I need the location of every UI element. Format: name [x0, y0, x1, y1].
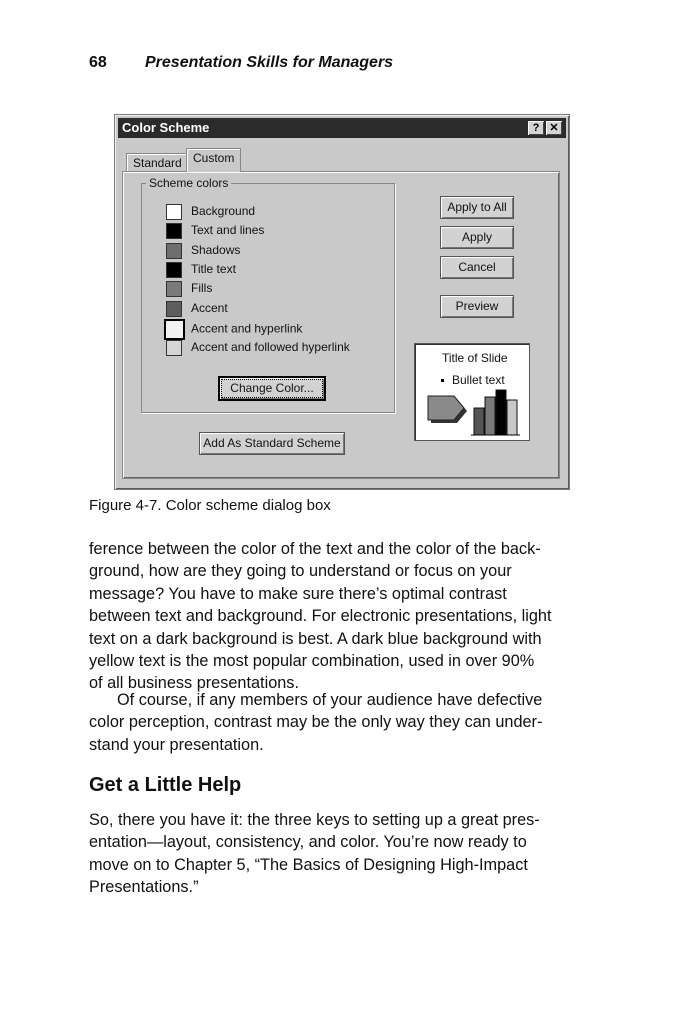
- preview-slide-title: Title of Slide: [442, 351, 508, 365]
- color-label: Title text: [191, 262, 236, 276]
- text-line: color perception, contrast may be the only way they can under-: [89, 713, 543, 732]
- text-line: stand your presentation.: [89, 735, 264, 754]
- color-row-accent-followed[interactable]: [166, 339, 350, 357]
- swatch-background[interactable]: [166, 204, 182, 220]
- text-line: Of course, if any members of your audience have defective: [117, 691, 543, 709]
- swatch-title-text[interactable]: [166, 262, 182, 278]
- swatch-fills[interactable]: [166, 281, 182, 297]
- text-line: between text and background. For electronic presentations, light: [89, 607, 552, 626]
- paragraph-2: [89, 689, 609, 756]
- color-row-text-lines[interactable]: [166, 222, 264, 240]
- swatch-accent-followed[interactable]: [166, 340, 182, 356]
- color-label: Text and lines: [191, 223, 265, 237]
- running-header: [89, 54, 393, 72]
- bar-4: [507, 400, 517, 435]
- help-button[interactable]: ?: [528, 121, 544, 135]
- dialog-title: Color Scheme: [122, 120, 210, 135]
- text-line: Presentations.”: [89, 878, 199, 897]
- color-label: Accent and hyperlink: [191, 321, 303, 336]
- text-line: ground, how are they going to understand or focus on your: [89, 562, 512, 581]
- paragraph-1: [89, 538, 609, 695]
- color-label: Accent: [191, 301, 228, 315]
- color-row-accent[interactable]: [166, 300, 228, 318]
- text-line: yellow text is the most popular combination, used in over 90%: [89, 652, 535, 671]
- cancel-button[interactable]: Cancel: [440, 256, 514, 279]
- text-line: ference between the color of the text and the color of the back-: [89, 540, 541, 558]
- color-row-title-text[interactable]: [166, 261, 236, 279]
- swatch-accent-hyperlink[interactable]: [164, 319, 185, 340]
- color-label: Accent and followed hyperlink: [191, 340, 350, 354]
- scheme-colors-label: Scheme colors: [146, 176, 231, 190]
- text-line: entation—layout, consistency, and color. You’re now ready to: [89, 833, 527, 852]
- swatch-text-lines[interactable]: [166, 223, 182, 239]
- text-line: of all business presentations.: [89, 674, 299, 693]
- tab-standard[interactable]: Standard: [126, 153, 189, 172]
- preview-button[interactable]: Preview: [440, 295, 514, 318]
- color-row-shadows[interactable]: [166, 242, 240, 260]
- paragraph-3: [89, 809, 609, 899]
- bar-2: [485, 397, 495, 435]
- color-label: Background: [191, 204, 256, 218]
- text-line: move on to Chapter 5, “The Basics of Designing High-Impact: [89, 855, 528, 874]
- dialog-titlebar[interactable]: [118, 118, 566, 138]
- change-color-button[interactable]: Change Color...: [218, 376, 326, 401]
- add-standard-scheme-button[interactable]: Add As Standard Scheme: [199, 432, 345, 455]
- scheme-preview: [414, 343, 530, 441]
- color-row-accent-hyperlink[interactable]: [166, 319, 302, 337]
- swatch-shadows[interactable]: [166, 243, 182, 259]
- preview-bullet-text: Bullet text: [452, 373, 505, 387]
- close-button[interactable]: ✕: [546, 121, 562, 135]
- page-number: 68: [89, 54, 107, 71]
- apply-to-all-button[interactable]: Apply to All: [440, 196, 514, 219]
- tab-custom[interactable]: Custom: [186, 148, 241, 172]
- text-line: text on a dark background is best. A dark blue background with: [89, 629, 542, 648]
- preview-graphic: [415, 344, 529, 440]
- text-line: message? You have to make sure there’s optimal contrast: [89, 584, 507, 603]
- section-heading: Get a Little Help: [89, 774, 242, 796]
- color-label: Fills: [191, 281, 213, 295]
- color-label: Shadows: [191, 243, 241, 257]
- text-line: So, there you have it: the three keys to setting up a great pres-: [89, 811, 540, 829]
- book-title: Presentation Skills for Managers: [145, 54, 394, 71]
- bar-3: [496, 390, 506, 435]
- swatch-accent[interactable]: [166, 301, 182, 317]
- bar-1: [474, 408, 484, 435]
- color-scheme-dialog: [114, 114, 570, 490]
- figure-caption: Figure 4-7. Color scheme dialog box: [89, 497, 331, 514]
- apply-button[interactable]: Apply: [440, 226, 514, 249]
- color-row-fills[interactable]: [166, 280, 212, 298]
- color-row-background[interactable]: [166, 203, 255, 221]
